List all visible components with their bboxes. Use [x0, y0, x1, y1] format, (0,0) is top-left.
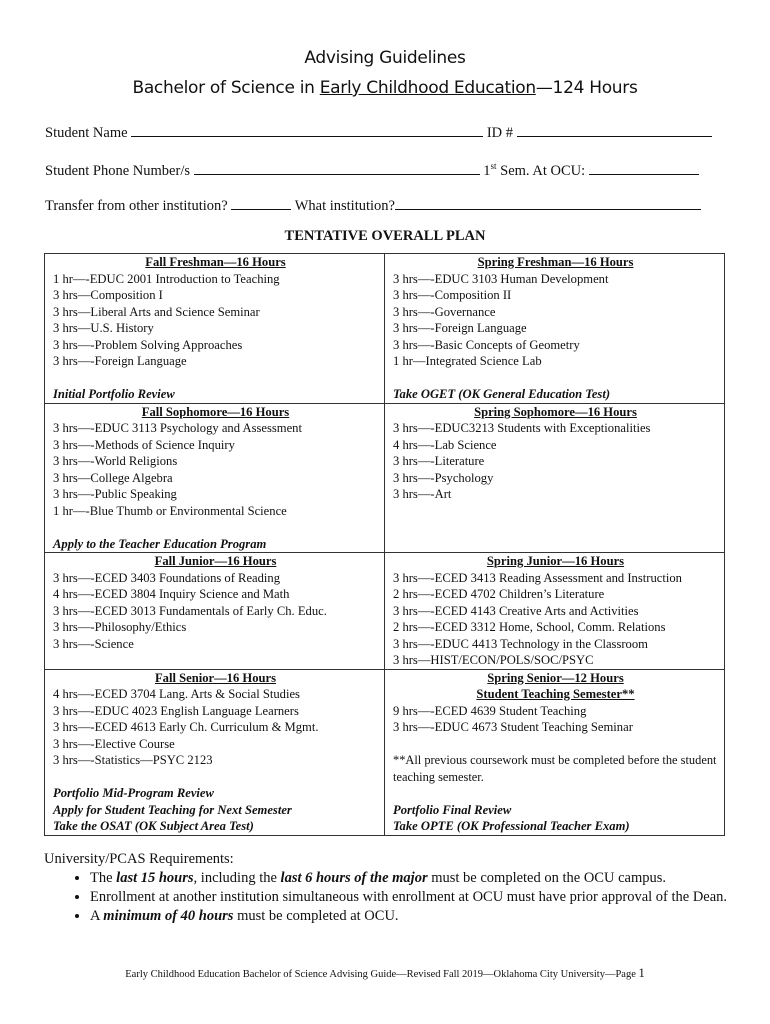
course-line: 4 hrs—-Lab Science	[393, 437, 497, 452]
footer-text: Early Childhood Education Bachelor of Science Advising Guide—Revised Fall 2019—Oklahoma City University—Page	[125, 969, 639, 980]
spring-junior-cell	[385, 553, 725, 670]
milestone-note: Portfolio Mid-Program Review	[53, 786, 214, 800]
requirement-item: • Enrollment at another institution simultaneous with enrollment at OCU must have prior approval of the Dean.	[90, 888, 734, 907]
subtitle-hours: —124 Hours	[535, 78, 638, 98]
institution-field[interactable]	[395, 195, 701, 210]
milestone-note: Apply for Student Teaching for Next Semester	[53, 802, 292, 817]
transfer-label: Transfer from other institution?	[45, 198, 228, 214]
course-line: 3 hrs—-Psychology	[393, 470, 494, 485]
phone-label: Student Phone Number/s	[45, 163, 190, 179]
student-name-label: Student Name	[45, 125, 128, 141]
semester-heading: Spring Freshman—16 Hours	[477, 255, 634, 269]
spring-sophomore-cell	[385, 403, 725, 553]
course-line: 9 hrs—-ECED 4639 Student Teaching	[393, 703, 587, 718]
course-line: 3 hrs—-Foreign Language	[393, 321, 527, 335]
student-name-field[interactable]	[131, 122, 483, 137]
milestone-note: Apply to the Teacher Education Program	[53, 536, 267, 551]
course-line: 3 hrs—-ECED 3413 Reading Assessment and Instruction	[393, 570, 682, 585]
phone-row	[45, 160, 725, 180]
semester-heading: Fall Junior—16 Hours	[154, 554, 277, 568]
course-line: 3 hrs—-Public Speaking	[53, 487, 177, 501]
semester-heading: Fall Sophomore—16 Hours	[141, 404, 290, 419]
course-line: 4 hrs—-ECED 3804 Inquiry Science and Math	[53, 587, 290, 601]
course-line: 4 hrs—-ECED 3704 Lang. Arts & Social Studies	[53, 687, 300, 701]
requirements-heading: University/PCAS Requirements:	[44, 851, 234, 867]
course-line: 3 hrs—-Literature	[393, 454, 485, 468]
student-name-row	[45, 122, 725, 142]
course-line: 3 hrs—-Elective Course	[53, 736, 175, 751]
course-line: 3 hrs—-ECED 4613 Early Ch. Curriculum & Mgmt.	[53, 720, 319, 734]
course-line: 3 hrs—-EDUC 4413 Technology in the Classroom	[393, 636, 648, 651]
course-line: 3 hrs—College Algebra	[53, 470, 173, 485]
plan-table	[44, 253, 725, 836]
course-line: 3 hrs—-EDUC 3113 Psychology and Assessment	[53, 421, 302, 435]
requirements-section	[44, 850, 734, 926]
phone-field[interactable]	[194, 160, 480, 175]
milestone-note: Take the OSAT (OK Subject Area Test)	[53, 819, 254, 833]
semester-subheading: Student Teaching Semester**	[476, 687, 635, 701]
subtitle-prefix: Bachelor of Science in	[132, 78, 320, 98]
fall-freshman-cell	[45, 254, 385, 404]
milestone-note: Take OGET (OK General Education Test)	[393, 387, 611, 401]
course-line: 3 hrs—HIST/ECON/POLS/SOC/PSYC	[393, 653, 594, 667]
semester-heading: Fall Freshman—16 Hours	[145, 255, 286, 269]
plan-title: TENTATIVE OVERALL PLAN	[284, 228, 486, 244]
course-line: 3 hrs—Liberal Arts and Science Seminar	[53, 304, 260, 319]
course-line: 3 hrs—-Science	[53, 636, 134, 651]
institution-label: What institution?	[294, 198, 395, 214]
page-footer	[0, 966, 770, 981]
transfer-row	[45, 195, 725, 215]
subtitle-program: Early Childhood Education	[319, 78, 536, 98]
milestone-note: Initial Portfolio Review	[53, 387, 175, 401]
document-subtitle	[0, 78, 770, 98]
transfer-field[interactable]	[231, 195, 291, 210]
fall-senior-cell	[45, 669, 385, 835]
semester-heading: Spring Sophomore—16 Hours	[474, 404, 637, 419]
fall-junior-cell	[45, 553, 385, 670]
course-line: 3 hrs—-Philosophy/Ethics	[53, 620, 187, 634]
milestone-note: Take OPTE (OK Professional Teacher Exam)	[393, 819, 630, 833]
course-line: 3 hrs—-ECED 4143 Creative Arts and Activities	[393, 603, 639, 618]
spring-senior-cell	[385, 669, 725, 835]
course-line: 3 hrs—-Statistics—PSYC 2123	[53, 753, 213, 767]
course-line: 3 hrs—-Composition II	[393, 288, 512, 302]
course-line: 3 hrs—-Governance	[393, 304, 496, 319]
course-line: 1 hr—-EDUC 2001 Introduction to Teaching	[53, 271, 280, 286]
document-title	[0, 48, 770, 68]
first-sem-label: 1st Sem. At OCU:	[483, 161, 586, 179]
fall-sophomore-cell	[45, 403, 385, 553]
title-line-1: Advising Guidelines	[304, 48, 466, 68]
course-line: 2 hrs—-ECED 4702 Children’s Literature	[393, 587, 605, 601]
course-line: 3 hrs—-Methods of Science Inquiry	[53, 437, 235, 452]
course-line: 3 hrs—-Basic Concepts of Geometry	[393, 337, 580, 352]
semester-heading: Spring Junior—16 Hours	[486, 554, 625, 568]
first-sem-field[interactable]	[589, 160, 699, 175]
requirement-item: • A minimum of 40 hours must be completed at OCU.	[90, 907, 734, 926]
course-line: 3 hrs—-Foreign Language	[53, 354, 187, 368]
course-line: 3 hrs—-EDUC 4673 Student Teaching Seminar	[393, 720, 633, 734]
course-line: 3 hrs—-Art	[393, 487, 452, 501]
milestone-note: Portfolio Final Review	[393, 802, 512, 817]
id-label: ID #	[486, 125, 513, 141]
course-line: 3 hrs—-World Religions	[53, 454, 178, 468]
id-field[interactable]	[517, 122, 712, 137]
semester-heading: Spring Senior—12 Hours	[487, 670, 624, 685]
spring-freshman-cell	[385, 254, 725, 404]
student-teaching-footnote: **All previous coursework must be completed before the student teaching semester.	[393, 753, 717, 784]
course-line: 1 hr—-Blue Thumb or Environmental Science	[53, 503, 287, 518]
course-line: 3 hrs—-ECED 3013 Fundamentals of Early Ch. Educ.	[53, 603, 327, 618]
course-line: 3 hrs—-Problem Solving Approaches	[53, 337, 243, 352]
semester-heading: Fall Senior—16 Hours	[154, 670, 277, 685]
requirements-list	[44, 869, 734, 926]
course-line: 3 hrs—-EDUC 4023 English Language Learners	[53, 703, 299, 718]
requirement-item: • The last 15 hours, including the last 6 hours of the major must be completed on the OCU campus.	[90, 869, 734, 888]
page-number: 1	[638, 966, 645, 980]
course-line: 3 hrs—-ECED 3403 Foundations of Reading	[53, 570, 281, 585]
course-line: 1 hr—Integrated Science Lab	[393, 354, 542, 368]
course-line: 2 hrs—-ECED 3312 Home, School, Comm. Relations	[393, 620, 666, 634]
course-line: 3 hrs—-EDUC 3103 Human Development	[393, 271, 609, 286]
course-line: 3 hrs—Composition I	[53, 288, 163, 302]
course-line: 3 hrs—U.S. History	[53, 321, 154, 335]
course-line: 3 hrs—-EDUC3213 Students with Exceptionalities	[393, 421, 651, 435]
